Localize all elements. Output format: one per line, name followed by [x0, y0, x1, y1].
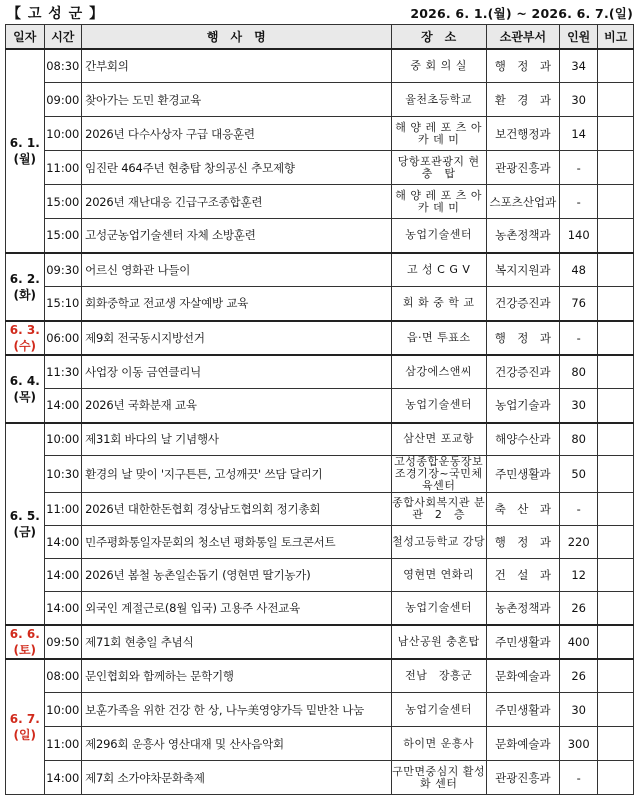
event-time: 08:30	[44, 49, 82, 83]
event-place: 고성종합운동장보조경기장~국민체육센터	[391, 456, 486, 493]
event-note	[598, 727, 634, 761]
event-note	[598, 423, 634, 456]
event-count: 14	[559, 117, 598, 151]
event-count: -	[559, 151, 598, 185]
event-count: 80	[559, 355, 598, 389]
table-row	[6, 693, 634, 727]
table-row	[6, 389, 634, 423]
schedule-body	[6, 49, 634, 795]
weekday-label: (일)	[13, 727, 37, 742]
event-name: 2026년 국화분재 교육	[82, 389, 391, 423]
event-count: 30	[559, 389, 598, 423]
event-note	[598, 526, 634, 559]
event-note	[598, 592, 634, 625]
event-time: 10:30	[44, 456, 82, 493]
event-dept: 농촌정책과	[486, 219, 559, 253]
event-place: 농업기술센터	[391, 693, 486, 727]
event-place: 농업기술센터	[391, 592, 486, 625]
event-time: 11:30	[44, 355, 82, 389]
event-note	[598, 151, 634, 185]
table-row	[6, 355, 634, 389]
event-time: 10:00	[44, 117, 82, 151]
event-place: 영현면 연화리	[391, 559, 486, 592]
event-count: 12	[559, 559, 598, 592]
event-dept: 주민생활과	[486, 693, 559, 727]
event-note	[598, 559, 634, 592]
event-count: -	[559, 185, 598, 219]
event-dept: 건강증진과	[486, 355, 559, 389]
weekday-label: (금)	[13, 524, 37, 539]
date-label: 6. 6.	[9, 626, 40, 641]
event-place: 구만면중심지 활성화 센터	[391, 761, 486, 795]
event-name: 제7회 소가야차문화축제	[82, 761, 391, 795]
event-time: 11:00	[44, 727, 82, 761]
date-cell	[6, 355, 45, 423]
event-name: 제9회 전국동시지방선거	[82, 321, 391, 355]
event-name: 환경의 날 맞이 '지구튼튼, 고성깨끗' 쓰담 달리기	[82, 456, 391, 493]
date-label: 6. 3.	[9, 322, 40, 337]
event-time: 09:00	[44, 83, 82, 117]
event-count: 30	[559, 83, 598, 117]
event-name: 사업장 이동 금연클리닉	[82, 355, 391, 389]
event-dept: 행 정 과	[486, 526, 559, 559]
event-note	[598, 761, 634, 795]
event-count: -	[559, 493, 598, 526]
table-row	[6, 761, 634, 795]
event-place: 회 화 중 학 교	[391, 287, 486, 321]
date-label: 6. 5.	[9, 508, 40, 523]
event-time: 15:00	[44, 219, 82, 253]
event-name: 민주평화통일자문회의 청소년 평화통일 토크콘서트	[82, 526, 391, 559]
event-time: 15:00	[44, 185, 82, 219]
event-count: 48	[559, 253, 598, 287]
col-time-header: 시간	[44, 25, 82, 49]
region-title: 【 고 성 군 】	[7, 6, 105, 22]
event-name: 임진란 464주년 현충탑 창의공신 추모제향	[82, 151, 391, 185]
event-place: 율천초등학교	[391, 83, 486, 117]
event-note	[598, 493, 634, 526]
event-dept: 농촌정책과	[486, 592, 559, 625]
event-name: 찾아가는 도민 환경교육	[82, 83, 391, 117]
event-count: 30	[559, 693, 598, 727]
date-label: 6. 1.	[9, 135, 40, 150]
event-dept: 건강증진과	[486, 287, 559, 321]
event-time: 14:00	[44, 389, 82, 423]
event-dept: 해양수산과	[486, 423, 559, 456]
event-name: 간부회의	[82, 49, 391, 83]
event-time: 11:00	[44, 493, 82, 526]
event-place: 철성고등학교 강당	[391, 526, 486, 559]
event-place: 읍·면 투표소	[391, 321, 486, 355]
event-name: 외국인 계절근로(8월 입국) 고용주 사전교육	[82, 592, 391, 625]
table-row	[6, 592, 634, 625]
col-place-header: 장 소	[391, 25, 486, 49]
event-name: 제71회 현충일 추념식	[82, 625, 391, 659]
date-cell	[6, 49, 45, 253]
date-label: 6. 4.	[9, 373, 40, 388]
event-name: 보훈가족을 위한 건강 한 상, 나누美영양가득 밑반찬 나눔	[82, 693, 391, 727]
event-count: 26	[559, 592, 598, 625]
event-place: 농업기술센터	[391, 219, 486, 253]
event-name: 어르신 영화관 나들이	[82, 253, 391, 287]
date-cell	[6, 423, 45, 625]
table-row	[6, 526, 634, 559]
event-name: 2026년 봄철 농촌일손돕기 (영현면 딸기농가)	[82, 559, 391, 592]
event-count: 26	[559, 659, 598, 693]
event-note	[598, 83, 634, 117]
event-name: 회화중학교 전교생 자살예방 교육	[82, 287, 391, 321]
event-dept: 복지지원과	[486, 253, 559, 287]
event-count: 50	[559, 456, 598, 493]
event-note	[598, 693, 634, 727]
event-name: 2026년 다수사상자 구급 대응훈련	[82, 117, 391, 151]
table-row	[6, 727, 634, 761]
event-name: 문인협회와 함께하는 문학기행	[82, 659, 391, 693]
event-time: 09:30	[44, 253, 82, 287]
event-dept: 스포츠산업과	[486, 185, 559, 219]
header-row	[6, 25, 634, 49]
event-place: 하이면 운흥사	[391, 727, 486, 761]
event-time: 10:00	[44, 423, 82, 456]
event-note	[598, 659, 634, 693]
event-note	[598, 185, 634, 219]
event-note	[598, 117, 634, 151]
table-row	[6, 659, 634, 693]
event-dept: 환 경 과	[486, 83, 559, 117]
event-count: 34	[559, 49, 598, 83]
table-row	[6, 83, 634, 117]
event-count: 140	[559, 219, 598, 253]
date-cell	[6, 253, 45, 321]
col-dept-header: 소관부서	[486, 25, 559, 49]
event-note	[598, 49, 634, 83]
table-row	[6, 625, 634, 659]
date-cell	[6, 321, 45, 355]
date-label: 6. 2.	[9, 271, 40, 286]
event-time: 15:10	[44, 287, 82, 321]
event-dept: 문화예술과	[486, 659, 559, 693]
event-count: 400	[559, 625, 598, 659]
event-dept: 문화예술과	[486, 727, 559, 761]
event-place: 해 양 레 포 츠 아 카 데 미	[391, 117, 486, 151]
event-count: 76	[559, 287, 598, 321]
col-date-header: 일자	[6, 25, 45, 49]
event-dept: 행 정 과	[486, 321, 559, 355]
event-note	[598, 253, 634, 287]
table-row	[6, 185, 634, 219]
event-note	[598, 321, 634, 355]
event-place: 농업기술센터	[391, 389, 486, 423]
event-place: 삼산면 포교항	[391, 423, 486, 456]
weekday-label: (화)	[13, 287, 37, 302]
event-time: 14:00	[44, 761, 82, 795]
col-event-header: 행 사 명	[82, 25, 391, 49]
date-range: 2026. 6. 1.(월) ~ 2026. 6. 7.(일)	[410, 6, 633, 21]
event-count: -	[559, 321, 598, 355]
event-place: 전남 장흥군	[391, 659, 486, 693]
event-dept: 주민생활과	[486, 625, 559, 659]
date-cell	[6, 625, 45, 659]
table-row	[6, 287, 634, 321]
event-name: 2026년 재난대응 긴급구조종합훈련	[82, 185, 391, 219]
event-time: 14:00	[44, 592, 82, 625]
date-label: 6. 7.	[9, 711, 40, 726]
event-time: 06:00	[44, 321, 82, 355]
event-place: 당항포관광지 현 충 탑	[391, 151, 486, 185]
event-time: 14:00	[44, 526, 82, 559]
schedule-table	[5, 24, 634, 795]
weekday-label: (토)	[13, 642, 37, 657]
report-header	[5, 2, 635, 22]
event-note	[598, 355, 634, 389]
event-count: -	[559, 761, 598, 795]
event-place: 중 회 의 실	[391, 49, 486, 83]
event-place: 남산공원 충혼탑	[391, 625, 486, 659]
event-dept: 농업기술과	[486, 389, 559, 423]
event-dept: 주민생활과	[486, 456, 559, 493]
event-dept: 관광진흥과	[486, 151, 559, 185]
date-cell	[6, 659, 45, 795]
event-place: 해 양 레 포 츠 아 카 데 미	[391, 185, 486, 219]
col-count-header: 인원	[559, 25, 598, 49]
event-dept: 건 설 과	[486, 559, 559, 592]
event-note	[598, 219, 634, 253]
event-count: 300	[559, 727, 598, 761]
table-row	[6, 117, 634, 151]
weekday-label: (수)	[13, 338, 37, 353]
event-place: 종합사회복지관 분 관 2 층	[391, 493, 486, 526]
table-row	[6, 456, 634, 493]
event-name: 제296회 운흥사 영산대재 및 산사음악회	[82, 727, 391, 761]
event-note	[598, 389, 634, 423]
event-name: 2026년 대한한돈협회 경상남도협의회 정기총회	[82, 493, 391, 526]
weekday-label: (목)	[13, 389, 37, 404]
event-time: 08:00	[44, 659, 82, 693]
event-place: 고 성 C G V	[391, 253, 486, 287]
event-time: 11:00	[44, 151, 82, 185]
table-row	[6, 49, 634, 83]
event-count: 220	[559, 526, 598, 559]
event-time: 09:50	[44, 625, 82, 659]
event-note	[598, 625, 634, 659]
event-place: 삼강에스앤씨	[391, 355, 486, 389]
event-time: 10:00	[44, 693, 82, 727]
event-note	[598, 456, 634, 493]
event-dept: 관광진흥과	[486, 761, 559, 795]
col-note-header: 비고	[598, 25, 634, 49]
table-row	[6, 423, 634, 456]
event-count: 80	[559, 423, 598, 456]
weekday-label: (월)	[13, 151, 37, 166]
event-dept: 축 산 과	[486, 493, 559, 526]
table-row	[6, 493, 634, 526]
event-time: 14:00	[44, 559, 82, 592]
event-note	[598, 287, 634, 321]
table-row	[6, 253, 634, 287]
table-row	[6, 321, 634, 355]
event-name: 고성군농업기술센터 자체 소방훈련	[82, 219, 391, 253]
table-row	[6, 559, 634, 592]
event-dept: 보건행정과	[486, 117, 559, 151]
event-dept: 행 정 과	[486, 49, 559, 83]
event-name: 제31회 바다의 날 기념행사	[82, 423, 391, 456]
table-row	[6, 151, 634, 185]
table-row	[6, 219, 634, 253]
